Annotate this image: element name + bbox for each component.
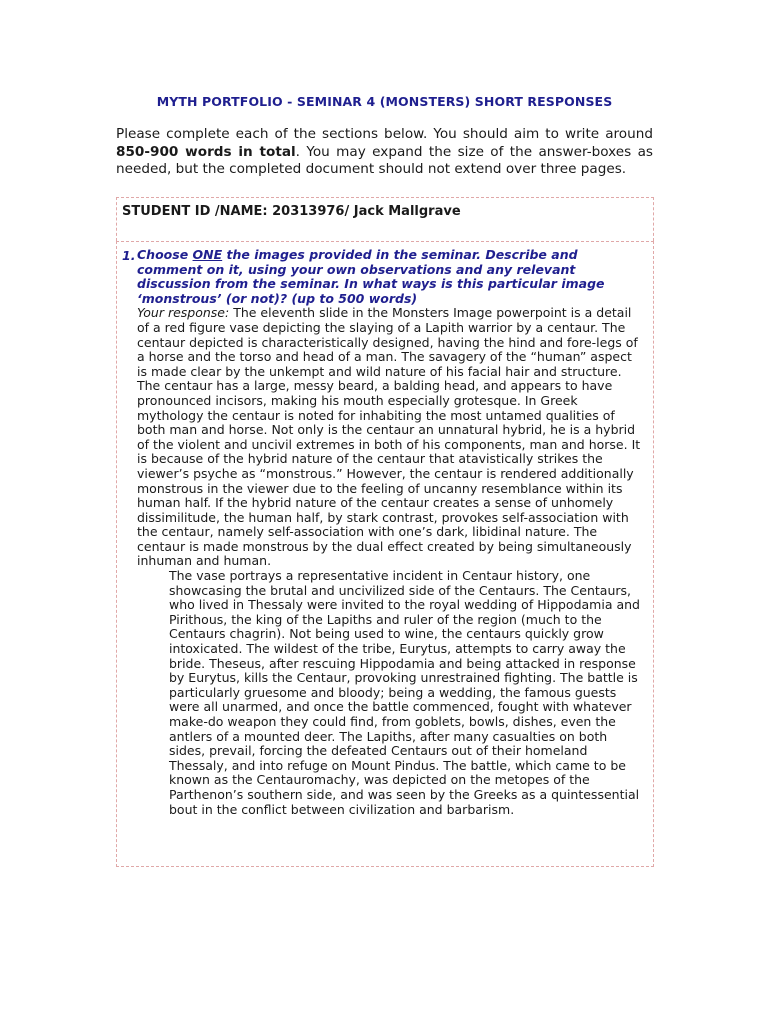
question-prompt: [137, 248, 642, 306]
student-info-box[interactable]: [116, 197, 654, 241]
response-paragraph-1: [137, 306, 642, 569]
document-title: MYTH PORTFOLIO - SEMINAR 4 (MONSTERS) SHORT RESPONSES: [156, 94, 613, 109]
answer-box[interactable]: [116, 241, 654, 867]
instructions-paragraph: [116, 126, 653, 179]
question-prefix: Choose: [137, 247, 193, 262]
instructions-text-start: Please complete each of the sections below. You should aim to write around: [116, 126, 653, 142]
response-paragraph-2: The vase portrays a representative incident in Centaur history, one showcasing the brutal and uncivilized side of the Centaurs. The Centaurs, who lived in Thessaly were invited to the royal wedding of Hippodamia and Pirithous, the king of the Lapiths and ruler of the region (much to the Centaurs chagrin). Not being used to wine, the centaurs quickly grow intoxicated. The wildest of the tribe, Eurytus, attempts to carry away the bride. Theseus, after rescuing Hippodamia and being attacked in response by Eurytus, kills the Centaur, provoking unrestrained fighting. The battle is particularly gruesome and bloody; being a wedding, the famous guests were all unarmed, and once the battle commenced, fought with whatever make-do weapon they could find, from goblets, bowls, dishes, even the antlers of a mounted deer. The Lapiths, after many casualties on both sides, prevail, forcing the defeated Centaurs out of their homeland Thessaly, and into refuge on Mount Pindus. The battle, which came to be known as the Centauromachy, was depicted on the metopes of the Parthenon’s southern side, and was seen by the Greeks as a quintessential bout in the conflict between civilization and barbarism.: [169, 568, 640, 817]
question-rest: the images provided in the seminar. Describe and comment on it, using your own observations and any relevant discussion from the seminar. In what ways is this particular image ‘monstrous’ (or not)? (up to 500 words): [137, 247, 605, 306]
question-number: 1.: [122, 248, 136, 263]
response-label: Your response:: [137, 305, 230, 321]
response-text-1: The eleventh slide in the Monsters Image powerpoint is a detail of a red figure vase depicting the slaying of a Lapith warrior by a centaur. The centaur depicted is characteristically designed, having the hind and fore-legs of a horse and the torso and head of a man. The savagery of the “human” aspect is made clear by the unkempt and wild nature of his facial hair and structure. The centaur has a large, messy beard, a balding head, and appears to have pronounced incisors, making his mouth especially grotesque. In Greek mythology the centaur is noted for inhabiting the most untamed qualities of both man and horse. Not only is the centaur an unnatural hybrid, he is a hybrid of the violent and uncivil extremes in both of his components, man and horse. It is because of the hybrid nature of the centaur that atavistically strikes the viewer’s psyche as “monstrous.” However, the centaur is rendered additionally monstrous in the viewer due to the feeling of uncanny resemblance within its human half. If the hybrid nature of the centaur creates a sense of unhomely dissimilitude, the human half, by stark contrast, provokes self-association with the centaur, namely self-association with one’s dark, libidinal nature. The centaur is made monstrous by the dual effect created by being simultaneously inhuman and human.: [137, 305, 641, 569]
question-emphasis: ONE: [192, 247, 223, 262]
instructions-word-count: 850-900 words in total: [116, 143, 296, 160]
question-answer-block: [137, 248, 642, 817]
instructions-text-end: . You may expand the size of the answer-boxes as needed, but the completed document should not extend over three pages.: [116, 143, 653, 177]
student-id-name: STUDENT ID /NAME: 20313976/ Jack Mallgrave: [122, 204, 461, 219]
